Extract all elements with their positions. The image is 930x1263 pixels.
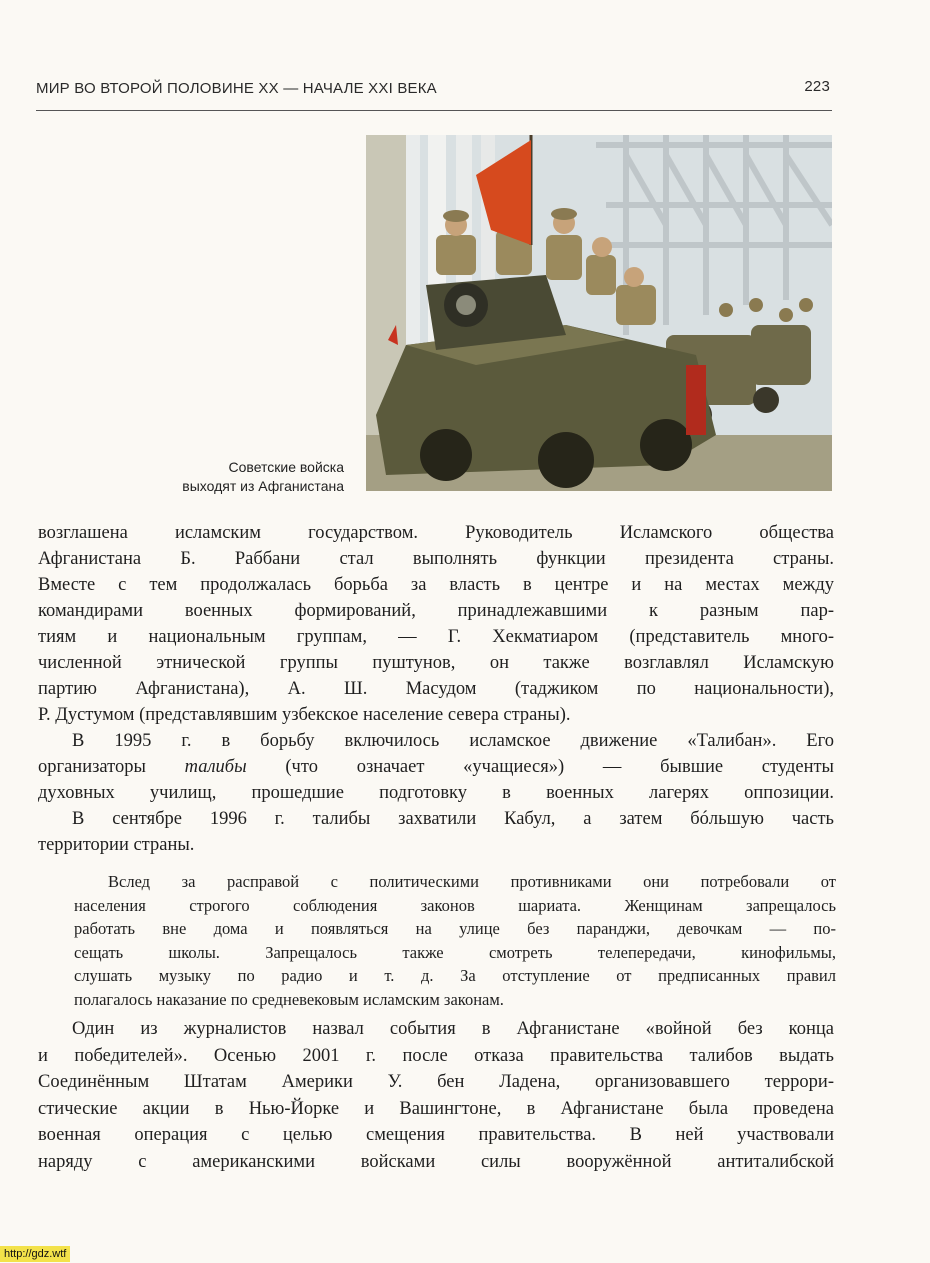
quote-line: Вслед за расправой с политическими противниками они потребовали от (108, 872, 836, 891)
caption-line: Советские войска (228, 459, 344, 475)
quote-line: работать вне дома и появляться на улице без паранджи, девочкам — по- (74, 919, 836, 939)
text-line: Афганистана Б. Раббани стал выполнять функции президента страны. (38, 549, 834, 569)
text-line: Соединённым Штатам Америки У. бен Ладена, организовавшего террори- (38, 1072, 834, 1092)
text-line: наряду с американскими войсками силы вооружённой антиталибской (38, 1151, 834, 1172)
page-number: 223 (804, 78, 830, 95)
caption-line: выходят из Афганистана (182, 478, 344, 494)
text-line: духовных училищ, прошедшие подготовку в военных лагерях оппозиции. (38, 783, 834, 803)
text-line-with-italic: организаторы талибы (что означает «учащиеся») — бывшие студенты (38, 757, 834, 777)
photo-illustration (366, 135, 832, 491)
header-rule (36, 110, 832, 111)
text-line: стические акции в Нью-Йорке и Вашингтоне, в Афганистане была проведена (38, 1098, 834, 1119)
chapter-title: МИР ВО ВТОРОЙ ПОЛОВИНЕ XX — НАЧАЛЕ XXI ВЕКА (36, 80, 437, 97)
text-line: возглашена исламским государством. Руководитель Исламского общества (38, 523, 834, 543)
paragraph-1 (38, 520, 834, 858)
italic-term: талибы (184, 757, 247, 777)
text-line: Р. Дустумом (представлявшим узбекское население севера страны). (38, 705, 571, 725)
text-line: территории страны. (38, 835, 195, 855)
text-line: и победителей». Осенью 2001 г. после отказа правительства талибов выдать (38, 1045, 834, 1066)
running-header (36, 78, 832, 104)
paragraph-4 (38, 1016, 834, 1175)
text-line: В сентябре 1996 г. талибы захватили Кабул, а затем бóльшую часть (72, 809, 834, 829)
text-line: В 1995 г. в борьбу включилось исламское движение «Талибан». Его (72, 731, 834, 751)
quote-line: сещать школы. Запрещалось также смотреть телепередачи, кинофильмы, (74, 942, 836, 962)
quote-line: слушать музыку по радио и т. д. За отступление от предписанных правил (74, 966, 836, 986)
text-line: Вместе с тем продолжалась борьба за власть в центре и на местах между (38, 575, 834, 595)
text-line: командирами военных формирований, принадлежавшими к разным пар- (38, 601, 834, 621)
photo-soviet-troops (366, 135, 832, 491)
text-line: партию Афганистана), А. Ш. Масудом (таджиком по национальности), (38, 679, 834, 699)
text-line: численной этнической группы пуштунов, он также возглавлял Исламскую (38, 653, 834, 673)
watermark-link[interactable]: http://gdz.wtf (0, 1246, 70, 1262)
text-line: тиям и национальным группам, — Г. Хекматиаром (представитель много- (38, 627, 834, 647)
quote-block (74, 870, 836, 1012)
text-line: военная операция с целью смещения правительства. В ней участвовали (38, 1125, 834, 1145)
quote-line: полагалось наказание по средневековым исламским законам. (74, 989, 504, 1009)
quote-line: населения строгого соблюдения законов шариата. Женщинам запрещалось (74, 895, 836, 915)
text-line: Один из журналистов назвал события в Афганистане «войной без конца (72, 1019, 834, 1039)
photo-caption (94, 458, 344, 496)
